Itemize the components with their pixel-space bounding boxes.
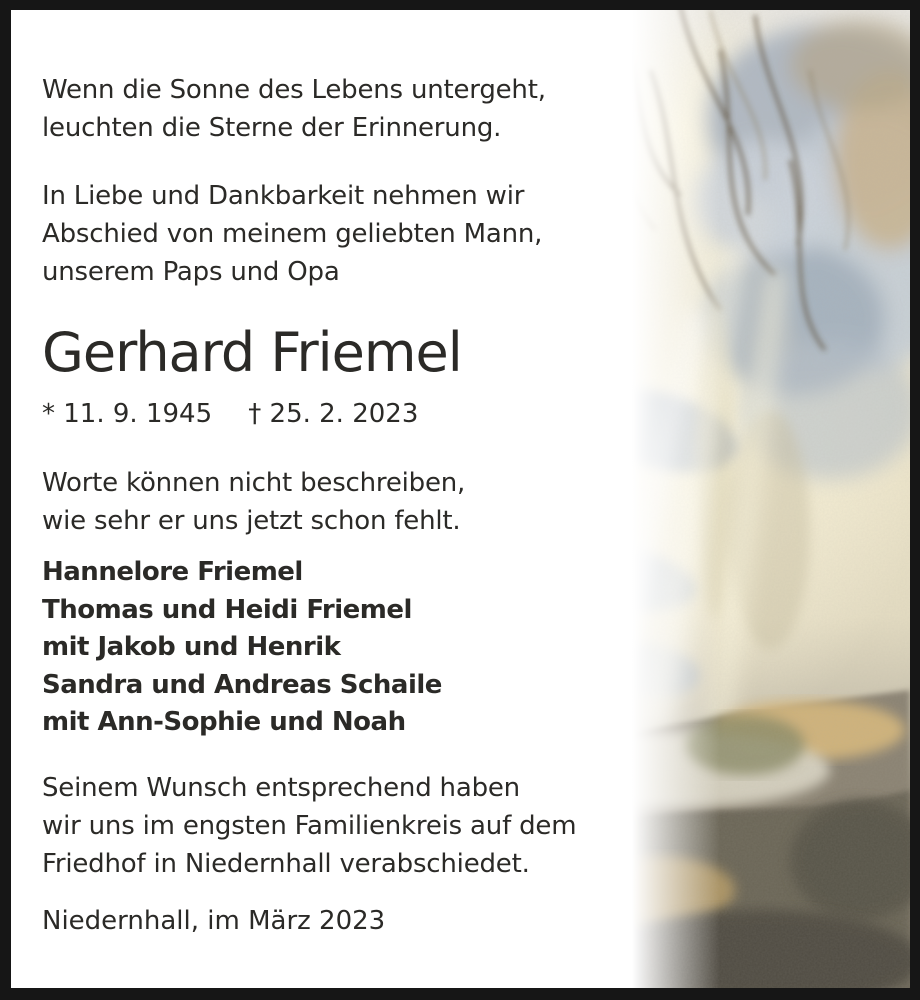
farewell-line: Seinem Wunsch entsprechend haben <box>42 773 520 803</box>
place-dateline: Niedernhall, im März 2023 <box>42 906 386 936</box>
notice-card <box>11 10 910 988</box>
intro-line: unserem Paps und Opa <box>42 257 340 287</box>
family-line: Hannelore Friemel <box>42 557 303 587</box>
birth-date: * 11. 9. 1945 <box>42 399 213 429</box>
life-dates <box>42 398 418 430</box>
verse-paragraph <box>42 464 465 540</box>
farewell-line: Friedhof in Niedernhall verabschiedet. <box>42 849 530 879</box>
epigraph-line: Wenn die Sonne des Lebens untergeht, <box>42 75 546 105</box>
family-names <box>42 554 442 742</box>
epigraph <box>42 71 546 147</box>
winter-forest-photo <box>560 10 910 988</box>
intro-paragraph <box>42 177 542 291</box>
deceased-name: Gerhard Friemel <box>42 321 462 384</box>
verse-line: Worte können nicht beschreiben, <box>42 468 466 498</box>
intro-line: In Liebe und Dankbarkeit nehmen wir <box>42 181 525 211</box>
family-line: mit Jakob und Henrik <box>42 632 341 662</box>
verse-line: wie sehr er uns jetzt schon fehlt. <box>42 506 461 536</box>
farewell-paragraph <box>42 769 576 883</box>
family-line: mit Ann-Sophie und Noah <box>42 707 406 737</box>
death-date: † 25. 2. 2023 <box>248 399 419 429</box>
family-line: Sandra und Andreas Schaile <box>42 669 442 700</box>
intro-line: Abschied von meinem geliebten Mann, <box>42 219 543 249</box>
memorial-photo <box>560 10 910 988</box>
farewell-line: wir uns im engsten Familienkreis auf dem <box>42 811 577 841</box>
epigraph-line: leuchten die Sterne der Erinnerung. <box>42 113 502 143</box>
family-line: Thomas und Heidi Friemel <box>42 594 412 625</box>
